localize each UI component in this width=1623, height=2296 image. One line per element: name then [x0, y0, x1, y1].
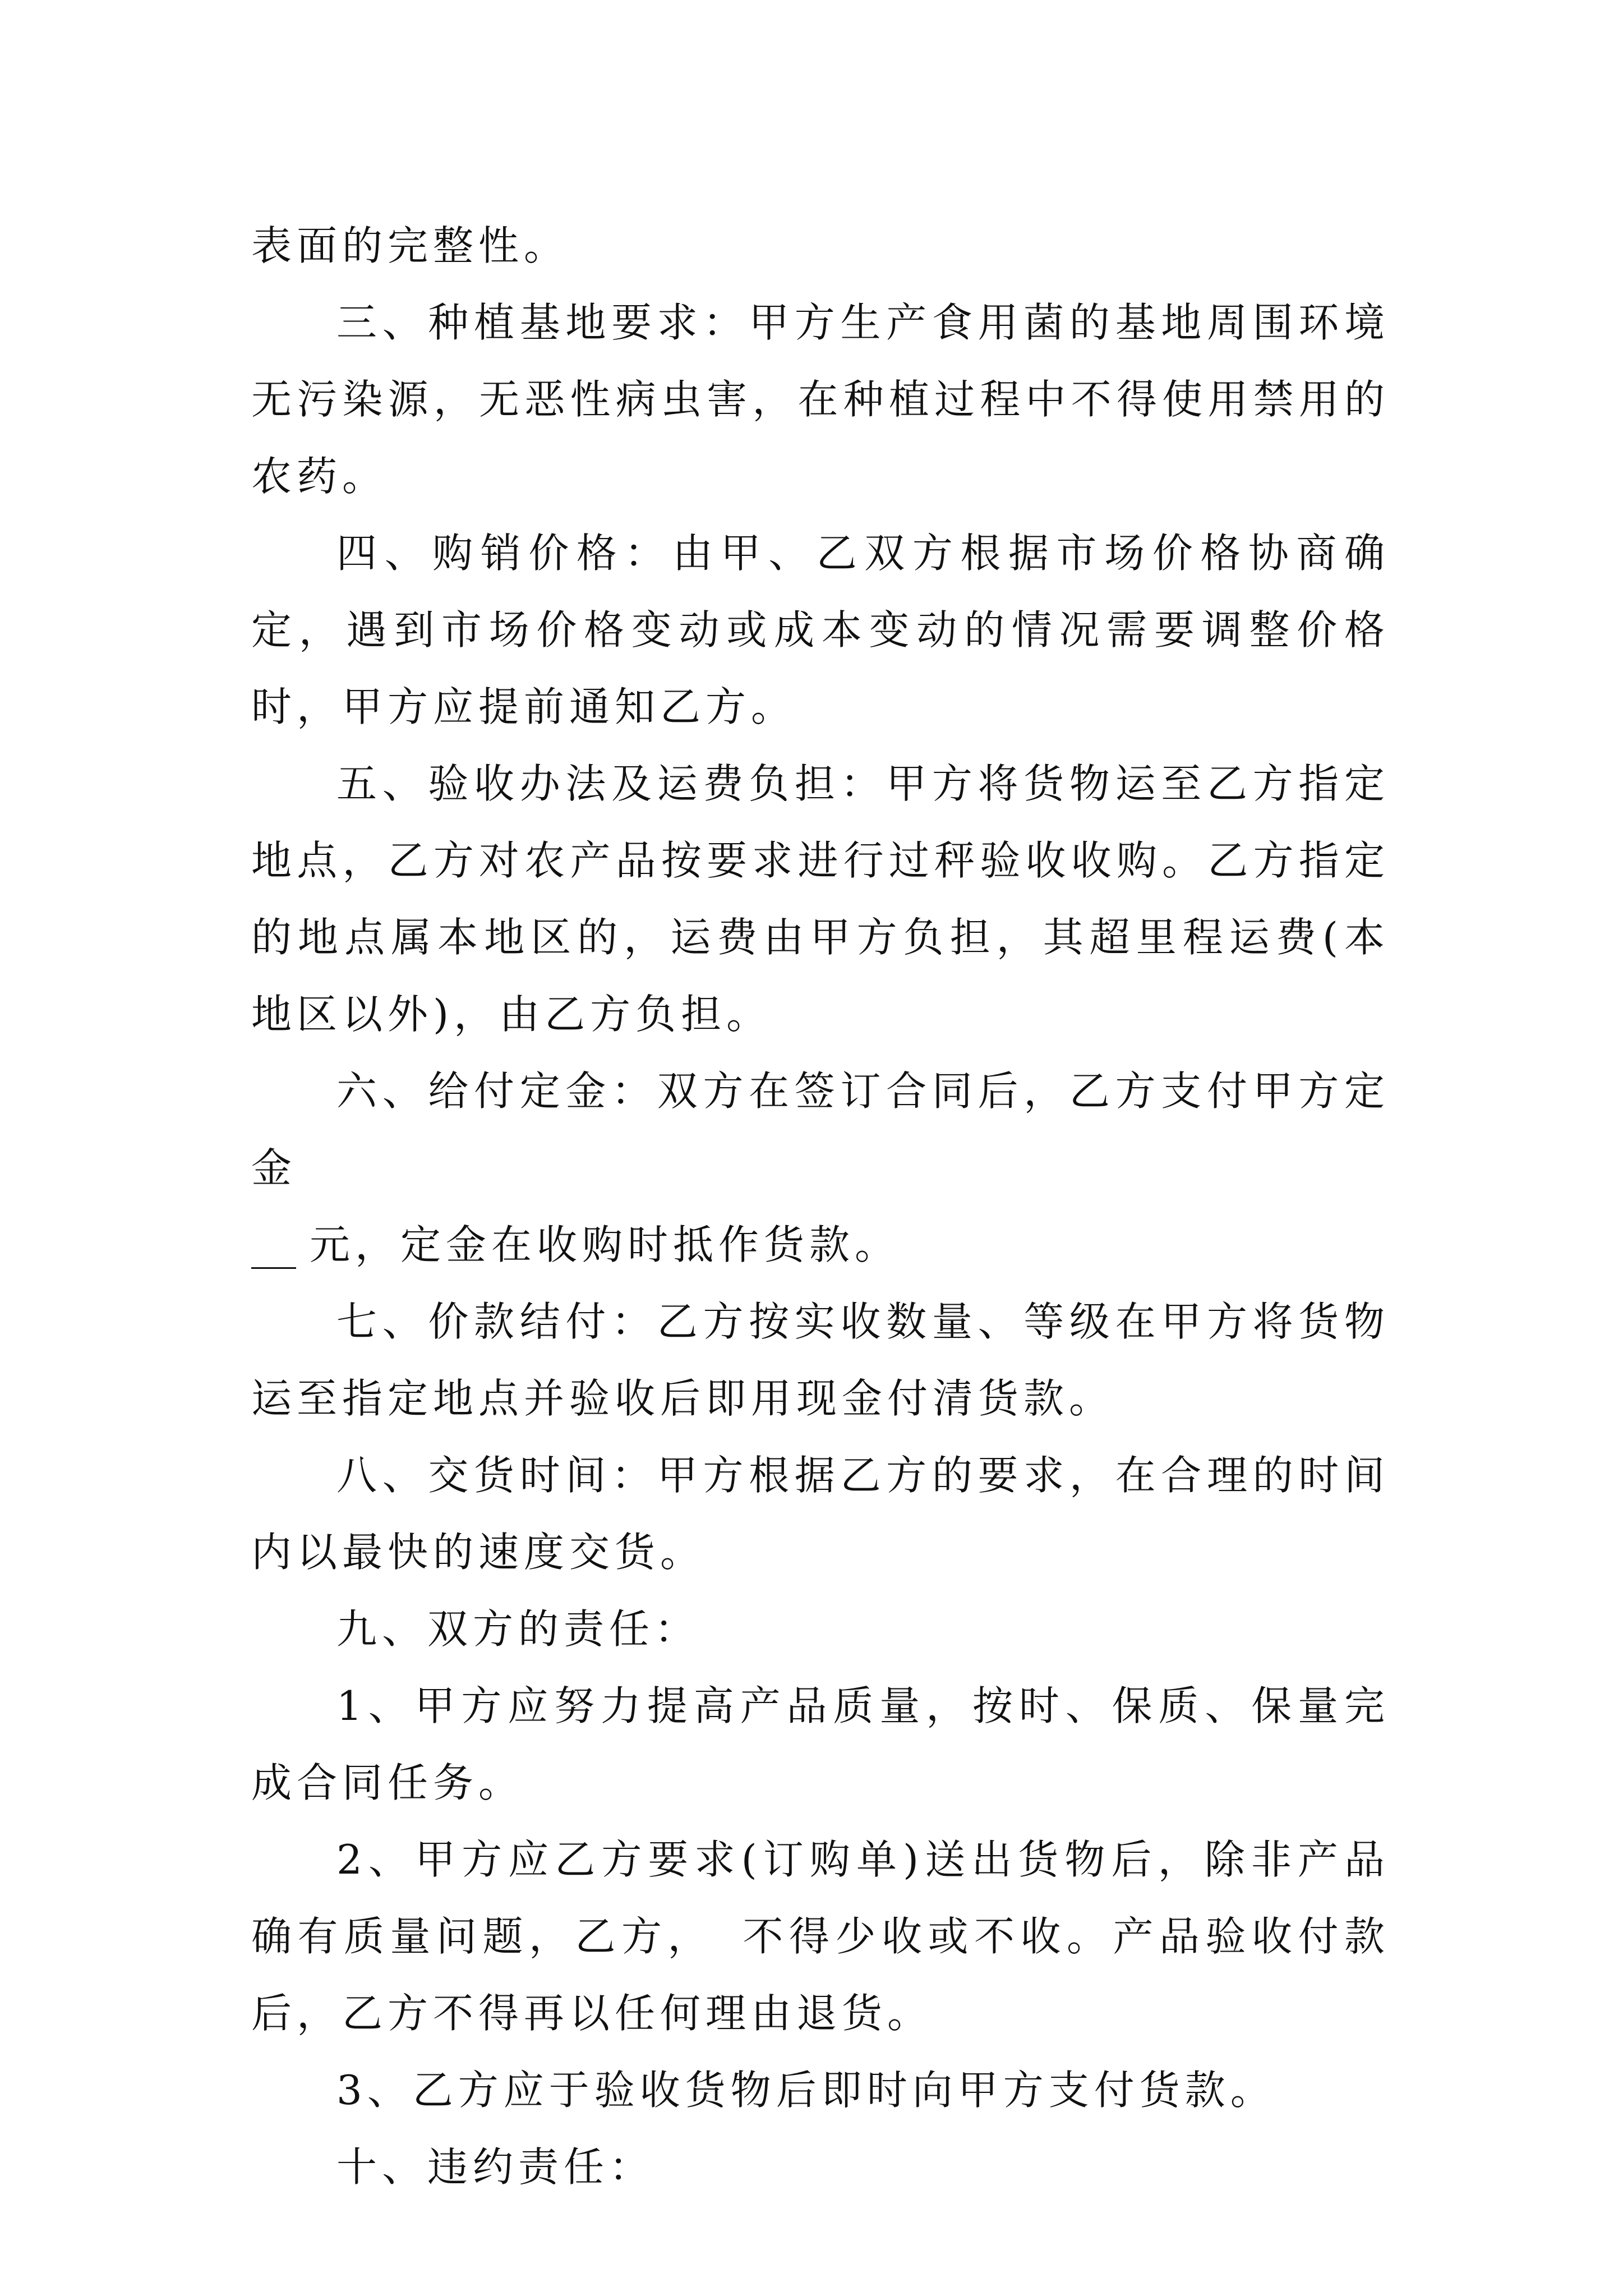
paragraph-breach-heading: 十、违约责任：	[336, 2143, 655, 2191]
responsibility-2-text: 2、甲方应乙方要求(订购单)送出货物后，除非产品确有质量问题，乙方，	[251, 1836, 1390, 1960]
paragraph-deposit	[251, 1053, 1390, 1283]
paragraph-responsibilities-heading: 九、双方的责任：	[336, 1605, 700, 1653]
deposit-amount-blank	[251, 1267, 296, 1269]
responsibility-2-continuation: 不得少收或不收。产品验收付款后，乙方不得再以任何理由退货。	[251, 1913, 1390, 2037]
paragraph-price: 四、购销价格：由甲、乙双方根据市场价格协商确定，遇到市场价格变动或成本变动的情况需要调整价格时，甲方应提前通知乙方。	[251, 530, 1390, 730]
paragraph-responsibility-1: 1、甲方应努力提高产品质量，按时、保质、保量完成合同任务。	[251, 1682, 1390, 1806]
paragraph-acceptance-freight: 五、验收办法及运费负担：甲方将货物运至乙方指定地点，乙方对农产品按要求进行过秤验收收购。乙方指定的地点属本地区的，运费由甲方负担，其超里程运费(本地区以外)，由乙方负担。	[251, 760, 1390, 1038]
paragraph-payment: 七、价款结付：乙方按实收数量、等级在甲方将货物运至指定地点并验收后即用现金付清货款。	[251, 1298, 1390, 1422]
paragraph-planting-base: 三、种植基地要求：甲方生产食用菌的基地周围环境无污染源，无恶性病虫害，在种植过程中不得使用禁用的农药。	[251, 299, 1390, 500]
paragraph-surface-integrity: 表面的完整性。	[251, 222, 570, 269]
document-body	[251, 208, 1390, 2206]
paragraph-delivery-time: 八、交货时间：甲方根据乙方的要求，在合理的时间内以最快的速度交货。	[251, 1452, 1390, 1576]
paragraph-responsibility-2	[251, 1821, 1390, 2052]
deposit-clause-text: 六、给付定金：双方在签订合同后，乙方支付甲方定金	[251, 1068, 1390, 1191]
deposit-clause-continuation: 元，定金在收购时抵作货款。	[310, 1221, 901, 1268]
paragraph-responsibility-3: 3、乙方应于验收货物后即时向甲方支付货款。	[336, 2067, 1276, 2114]
